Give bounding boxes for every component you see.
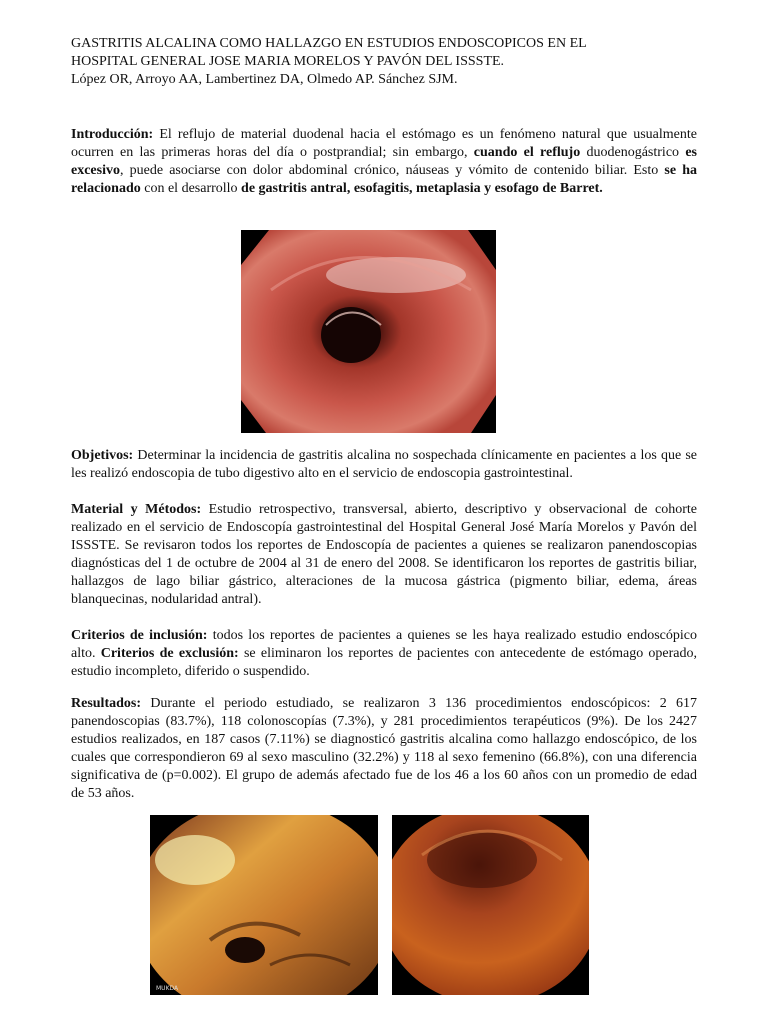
inclusion-text: todos los reportes de pacientes a quienes se les haya realizado estudio endoscópico alto. bbox=[71, 628, 698, 661]
photo-watermark: MUKDA bbox=[156, 985, 179, 992]
document-header bbox=[71, 35, 711, 89]
intro-text-2: duodenogástrico bbox=[580, 145, 686, 160]
material-metodos-paragraph bbox=[71, 501, 697, 609]
endoscopy-photo-stomach bbox=[392, 815, 589, 995]
endoscopy-photo-bile bbox=[150, 815, 378, 995]
title-line-1: GASTRITIS ALCALINA COMO HALLAZGO EN ESTUDIOS ENDOSCOPICOS EN EL bbox=[71, 36, 587, 51]
intro-bold-2: es excesivo bbox=[71, 145, 697, 178]
authors: López OR, Arroyo AA, Lambertinez DA, Olmedo AP. Sánchez SJM. bbox=[71, 72, 458, 87]
introduction-paragraph bbox=[71, 126, 697, 198]
introduction-label: Introducción: bbox=[71, 127, 154, 142]
criterios-paragraph bbox=[71, 627, 697, 681]
intro-text-3: , puede asociarse con dolor abdominal crónico, náuseas y vómito de contenido biliar. Esto bbox=[119, 163, 665, 178]
intro-bold-1: cuando el reflujo bbox=[473, 145, 581, 160]
material-label: Material y Métodos: bbox=[71, 502, 202, 517]
material-text: Estudio retrospectivo, transversal, abierto, descriptivo y observacional de cohorte realizado en el servicio de Endoscopía gastrointestinal del Hospital General José María Morelos y Pavón del ISSSTE. Se revisaron todos los reportes de Endoscopía de pacientes a quienes se realizaron panendoscopias diagnósticas del 1 de octubre de 2004 al 31 de enero del 2008. Se identificaron los reportes de gastritis biliar, hallazgos de lago biliar gástrico, alteraciones de la mucosa gástrica (pigmento biliar, edema, áreas blanquecinas, nodularidad antral). bbox=[71, 502, 697, 607]
intro-bold-3: se ha relacionado bbox=[71, 163, 697, 196]
objetivos-paragraph bbox=[71, 447, 697, 483]
resultados-text: Durante el periodo estudiado, se realizaron 3 136 procedimientos endoscópicos: 2 617 panendoscopias (83.7%), 118 colonoscopías (7.3%), y 281 procedimientos terapéuticos (9%). De los 2427 estudios realizados, en 187 casos (7.11%) se diagnosticó gastritis alcalina como hallazgo endoscópico, de los cuales que correspondieron 69 al sexo masculino (32.2%) y 118 al sexo femenino (66.8%), con una diferencia significativa de (p=0.002). El grupo de además afectado fue de los 46 a los 60 años con un promedio de edad de 53 años. bbox=[71, 696, 697, 801]
title-line-2: HOSPITAL GENERAL JOSE MARIA MORELOS Y PAVÓN DEL ISSSTE. bbox=[71, 54, 505, 69]
exclusion-label: Criterios de exclusión: bbox=[100, 646, 239, 661]
inclusion-label: Criterios de inclusión: bbox=[71, 628, 208, 643]
endoscopy-photo-esophagus bbox=[241, 230, 496, 433]
objetivos-label: Objetivos: bbox=[71, 448, 134, 463]
resultados-label: Resultados: bbox=[71, 696, 142, 711]
intro-text-1: El reflujo de material duodenal hacia el estómago es un fenómeno natural que usualmente ocurren en las primeras horas del día o postprandial; sin embargo, bbox=[71, 127, 697, 160]
intro-text-4: con el desarrollo bbox=[140, 181, 242, 196]
objetivos-text: Determinar la incidencia de gastritis alcalina no sospechada clínicamente en pacientes a los que se les realizó endoscopia de tubo digestivo alto en el servicio de endoscopia gastrointestinal. bbox=[71, 448, 697, 481]
resultados-paragraph bbox=[71, 695, 697, 803]
intro-bold-4: de gastritis antral, esofagitis, metaplasia y esofago de Barret. bbox=[241, 181, 603, 196]
exclusion-text: se eliminaron los reportes de pacientes con antecedente de estómago operado, estudio incompleto, diferido o suspendido. bbox=[71, 646, 698, 679]
